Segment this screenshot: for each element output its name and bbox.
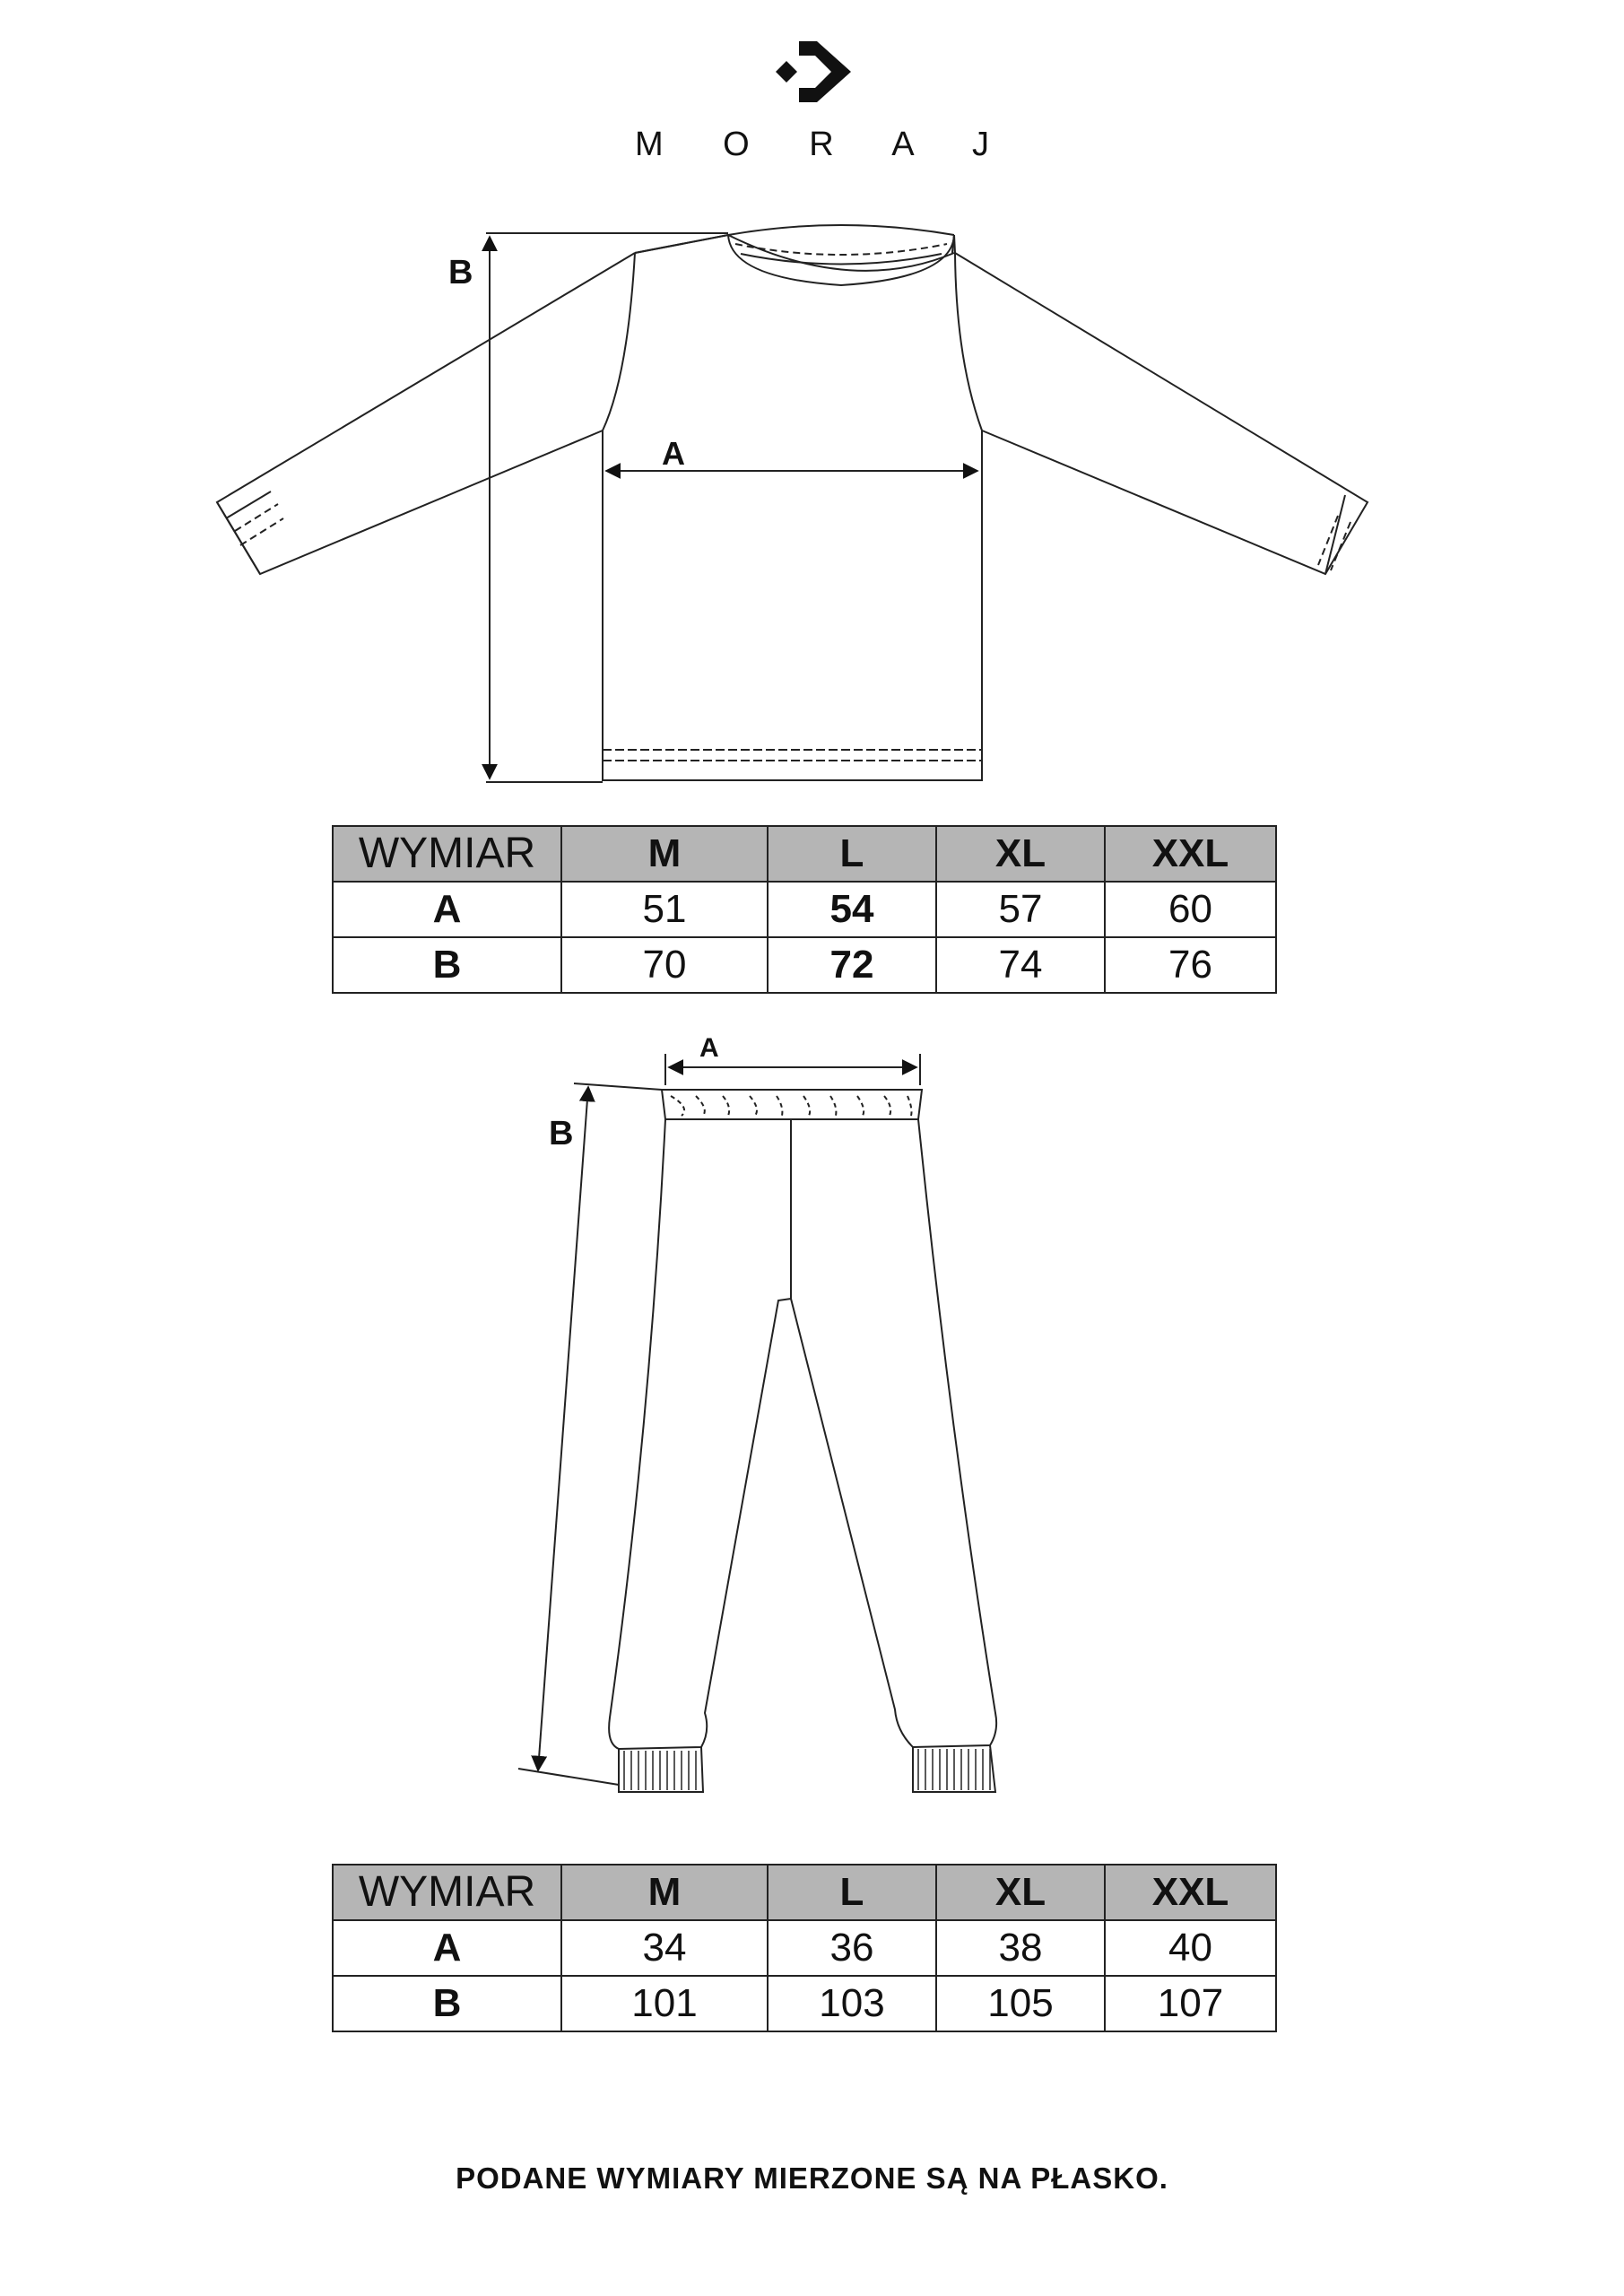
row-label: A	[333, 882, 561, 937]
table-cell: 70	[561, 937, 768, 993]
table-row	[333, 882, 1276, 937]
header-cell: M	[561, 826, 768, 882]
table-cell: 103	[768, 1976, 936, 2031]
pants-size-table	[332, 1864, 1277, 2032]
table-cell: 54	[768, 882, 936, 937]
row-label: A	[333, 1920, 561, 1976]
row-label: B	[333, 1976, 561, 2031]
header-cell: WYMIAR	[333, 826, 561, 882]
header-cell: L	[768, 1865, 936, 1920]
sweatshirt-dimension-a-label: A	[662, 435, 685, 472]
table-cell: 101	[561, 1976, 768, 2031]
pants-dimension-b-label: B	[549, 1115, 574, 1152]
table-cell: 36	[768, 1920, 936, 1976]
table-cell: 57	[936, 882, 1105, 937]
header-cell: L	[768, 826, 936, 882]
sweatshirt-drawing	[217, 225, 1368, 782]
header-cell: M	[561, 1865, 768, 1920]
table-cell: 51	[561, 882, 768, 937]
table-cell: 60	[1105, 882, 1276, 937]
table-row	[333, 1976, 1276, 2031]
table-cell: 38	[936, 1920, 1105, 1976]
flat-measurement-note: PODANE WYMIARY MIERZONE SĄ NA PŁASKO.	[456, 2161, 1168, 2195]
table-cell: 72	[768, 937, 936, 993]
table-row	[333, 1920, 1276, 1976]
header-cell: XXL	[1105, 1865, 1276, 1920]
table-row	[333, 937, 1276, 993]
row-label: B	[333, 937, 561, 993]
pants-drawing	[518, 1054, 996, 1792]
table-cell: 107	[1105, 1976, 1276, 2031]
table-cell: 105	[936, 1976, 1105, 2031]
header-cell: XL	[936, 826, 1105, 882]
sweatshirt-dimension-b-label: B	[448, 254, 473, 291]
table-cell: 76	[1105, 937, 1276, 993]
pants-dimension-a-label: A	[699, 1033, 719, 1063]
sweatshirt-size-table	[332, 825, 1277, 994]
header-cell: XXL	[1105, 826, 1276, 882]
brand-name: M O R A J	[634, 126, 1015, 163]
header-cell: WYMIAR	[333, 1865, 561, 1920]
table-header-row	[333, 826, 1276, 882]
table-cell: 74	[936, 937, 1105, 993]
table-cell: 34	[561, 1920, 768, 1976]
table-cell: 40	[1105, 1920, 1276, 1976]
header-cell: XL	[936, 1865, 1105, 1920]
table-header-row	[333, 1865, 1276, 1920]
